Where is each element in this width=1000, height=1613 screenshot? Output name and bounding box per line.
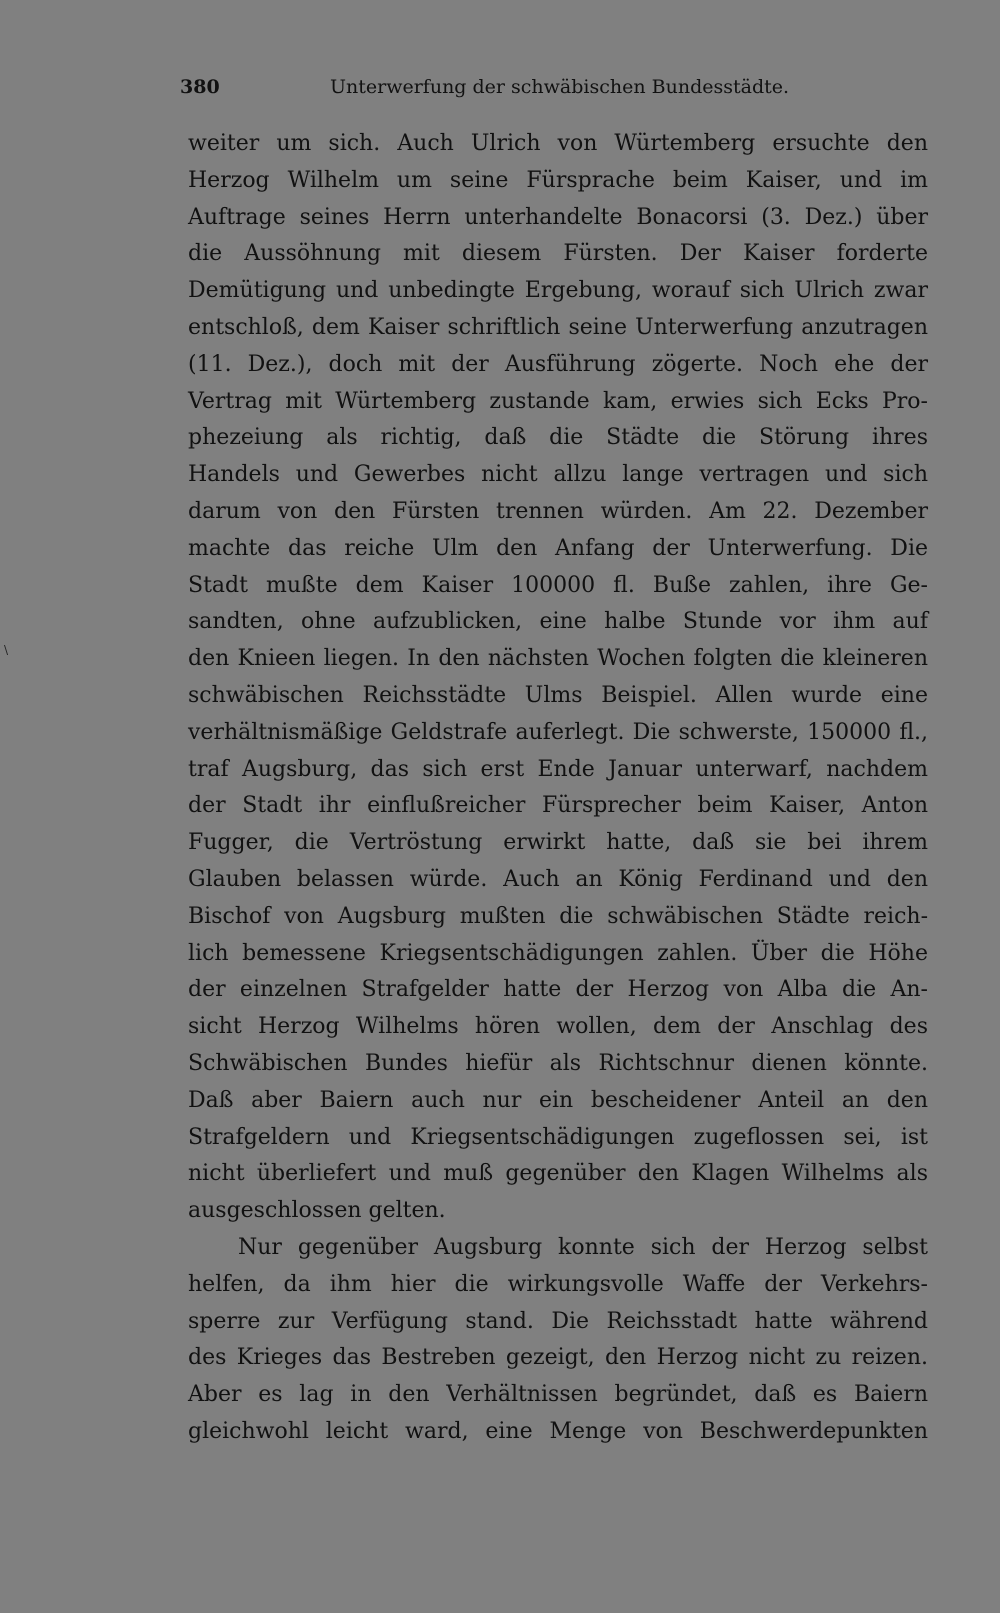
text-line: Demütigung und unbedingte Ergebung, worauf sich Ulrich zwar bbox=[188, 278, 928, 304]
text-line: phezeiung als richtig, daß die Städte die Störung ihres bbox=[188, 425, 928, 451]
text-line: Glauben belassen würde. Auch an König Ferdinand und den bbox=[188, 866, 928, 892]
text-line: darum von den Fürsten trennen würden. Am 22. Dezember bbox=[188, 498, 928, 524]
text-line: (11. Dez.), doch mit der Ausführung zögerte. Noch ehe der bbox=[188, 351, 928, 377]
text-line: helfen, da ihm hier die wirkungsvolle Waffe der Verkehrs- bbox=[188, 1271, 928, 1297]
text-line: die Aussöhnung mit diesem Fürsten. Der Kaiser forderte bbox=[188, 241, 928, 267]
page-number: 380 bbox=[180, 76, 220, 98]
body-text bbox=[188, 126, 928, 1451]
running-head: Unterwerfung der schwäbischen Bundesstädte. bbox=[330, 76, 790, 98]
text-line: Bischof von Augsburg mußten die schwäbischen Städte reich- bbox=[188, 903, 928, 929]
text-line: Herzog Wilhelm um seine Fürsprache beim Kaiser, und im bbox=[188, 167, 928, 193]
text-line: ausgeschlossen gelten. bbox=[188, 1198, 446, 1224]
text-line: sandten, ohne aufzublicken, eine halbe Stunde vor ihm auf bbox=[188, 609, 928, 635]
text-line: der einzelnen Strafgelder hatte der Herzog von Alba die An- bbox=[188, 977, 928, 1003]
text-line: machte das reiche Ulm den Anfang der Unterwerfung. Die bbox=[188, 535, 928, 561]
text-line: verhältnismäßige Geldstrafe auferlegt. Die schwerste, 150000 fl., bbox=[188, 719, 928, 745]
text-line: des Krieges das Bestreben gezeigt, den Herzog nicht zu reizen. bbox=[188, 1345, 928, 1371]
paragraph-2 bbox=[188, 1230, 928, 1451]
text-line: Nur gegenüber Augsburg konnte sich der Herzog selbst bbox=[238, 1234, 928, 1260]
text-line: Stadt mußte dem Kaiser 100000 fl. Buße zahlen, ihre Ge- bbox=[188, 572, 928, 598]
paragraph-1 bbox=[188, 126, 928, 1230]
text-line: Strafgeldern und Kriegsentschädigungen zugeflossen sei, ist bbox=[188, 1124, 928, 1150]
text-line: den Knieen liegen. In den nächsten Wochen folgten die kleineren bbox=[188, 646, 928, 672]
text-line: Schwäbischen Bundes hiefür als Richtschnur dienen könnte. bbox=[188, 1050, 928, 1076]
text-line: der Stadt ihr einflußreicher Fürsprecher beim Kaiser, Anton bbox=[188, 793, 928, 819]
text-line: weiter um sich. Auch Ulrich von Würtemberg ersuchte den bbox=[188, 131, 928, 156]
text-line: traf Augsburg, das sich erst Ende Januar unterwarf, nachdem bbox=[188, 756, 928, 782]
text-line: Daß aber Baiern auch nur ein bescheidener Anteil an den bbox=[188, 1087, 928, 1113]
text-line: Fugger, die Vertröstung erwirkt hatte, daß sie bei ihrem bbox=[188, 830, 928, 856]
text-line: Aber es lag in den Verhältnissen begründet, daß es Baiern bbox=[188, 1382, 928, 1408]
text-line: sperre zur Verfügung stand. Die Reichsstadt hatte während bbox=[188, 1308, 928, 1334]
text-line: sicht Herzog Wilhelms hören wollen, dem der Anschlag des bbox=[188, 1014, 928, 1040]
page-header bbox=[180, 76, 790, 102]
text-line: Vertrag mit Würtemberg zustande kam, erwies sich Ecks Pro- bbox=[188, 388, 928, 414]
text-line: Handels und Gewerbes nicht allzu lange vertragen und sich bbox=[188, 462, 928, 488]
text-line: nicht überliefert und muß gegenüber den Klagen Wilhelms als bbox=[188, 1161, 928, 1187]
text-line: lich bemessene Kriegsentschädigungen zahlen. Über die Höhe bbox=[188, 940, 928, 966]
text-line: Auftrage seines Herrn unterhandelte Bonacorsi (3. Dez.) über bbox=[188, 204, 928, 230]
margin-mark: \ bbox=[4, 643, 9, 657]
text-line: gleichwohl leicht ward, eine Menge von Beschwerdepunkten bbox=[188, 1418, 928, 1444]
text-line: schwäbischen Reichsstädte Ulms Beispiel. Allen wurde eine bbox=[188, 682, 928, 708]
text-line: entschloß, dem Kaiser schriftlich seine Unterwerfung anzutragen bbox=[188, 314, 928, 340]
